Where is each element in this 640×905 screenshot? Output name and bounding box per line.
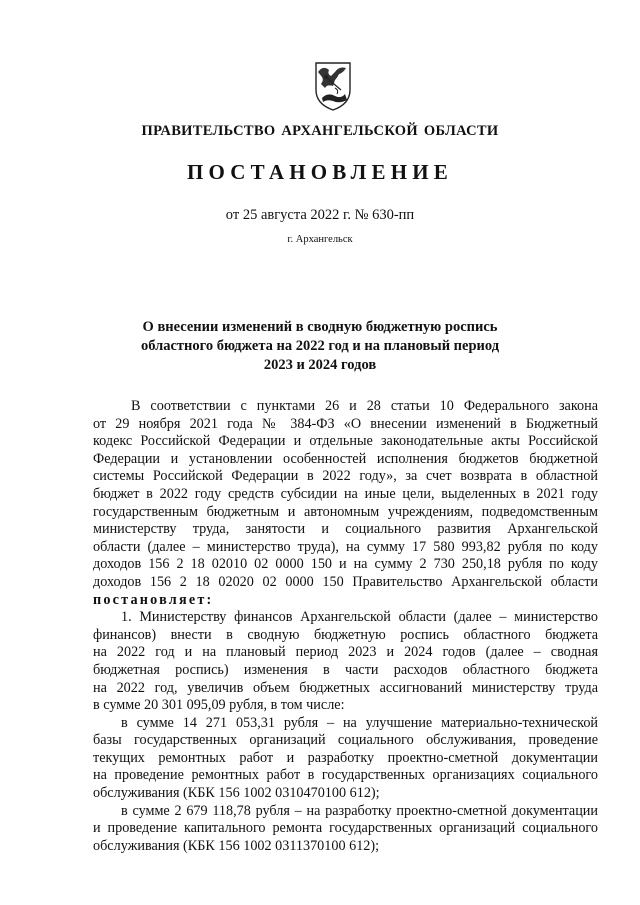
body-line: обслуживания (КБК 156 1002 0311370100 612); [93, 837, 380, 854]
resolves-word: постановляет: [93, 591, 214, 608]
body-line: текущих ремонтных работ и разработку проектно-сметной документации [93, 749, 598, 766]
document-date-number: от 25 августа 2022 г. № 630-пп [225, 207, 415, 223]
body-line: бюджетная роспись) изменения в части расходов областного бюджета [93, 661, 598, 678]
body-line: в сумме 2 679 118,78 рубля – на разработку проектно-сметной документации [121, 802, 598, 819]
body-line: финансов) внести в сводную бюджетную роспись областного бюджета [93, 626, 598, 643]
body-line: обслуживания (КБК 156 1002 0310470100 612); [93, 785, 380, 802]
body-line: в сумме 14 271 053,31 рубля – на улучшение материально-технической [121, 714, 598, 731]
body-line: 1. Министерству финансов Архангельской области (далее – министерство [121, 609, 598, 626]
body-line: системы Российской Федерации в 2022 году», за счет возврата в областной [93, 468, 598, 485]
body-line: на 2022 год, увеличив объем бюджетных ассигнований министерству труда [93, 679, 598, 696]
body-line: доходов 156 2 18 02010 02 0000 150 и на сумму 2 730 250,18 рубля по коду [93, 556, 598, 573]
body-line: базы государственных организаций социального обслуживания, проведение [93, 732, 598, 749]
body-line: бюджет в 2022 году средств субсидии на иные цели, выделенных в 2021 году [93, 485, 598, 502]
body-line: Федерации и установлении особенностей исполнения бюджетов бюджетной [93, 450, 598, 467]
body-line: министерству труда, занятости и социального развития Архангельской [93, 521, 598, 538]
body-line: В соответствии с пунктами 26 и 28 статьи 10 Федерального закона [131, 398, 598, 414]
document-title [0, 318, 640, 375]
body-line: на 2022 год и на плановый период 2023 и 2024 годов (далее – сводная [93, 644, 598, 661]
arkhangelsk-coat-of-arms-icon [313, 60, 353, 112]
body-line: государственным бюджетным и автономным учреждениям, подведомственным [93, 503, 598, 520]
document-city: г. Архангельск [287, 234, 353, 245]
body-line: на проведение ремонтных работ в государственных организациях социального [93, 767, 598, 784]
document-type: ПОСТАНОВЛЕНИЕ [186, 160, 454, 184]
title-line: О внесении изменений в сводную бюджетную роспись [142, 319, 498, 335]
body-line: и проведение капитального ремонта государственных организаций социального [93, 820, 598, 837]
body-line: кодекс Российской Федерации и отдельные законодательные акты Российской [93, 433, 598, 450]
body-line: в сумме 20 301 095,09 рубля, в том числе: [93, 697, 345, 714]
title-line: 2023 и 2024 годов [263, 357, 377, 373]
document-body [93, 398, 598, 855]
body-line: от 29 ноября 2021 года № 384-ФЗ «О внесении изменений в Бюджетный [93, 415, 598, 432]
body-line: доходов 156 2 18 02020 02 0000 150 Правительство Архангельской области [93, 573, 598, 590]
organization-name: ПРАВИТЕЛЬСТВО АРХАНГЕЛЬСКОЙ ОБЛАСТИ [141, 123, 499, 139]
title-line: областного бюджета на 2022 год и на плановый период [140, 338, 500, 354]
body-line: области (далее – министерство труда), на сумму 17 580 993,82 рубля по коду [93, 538, 598, 555]
